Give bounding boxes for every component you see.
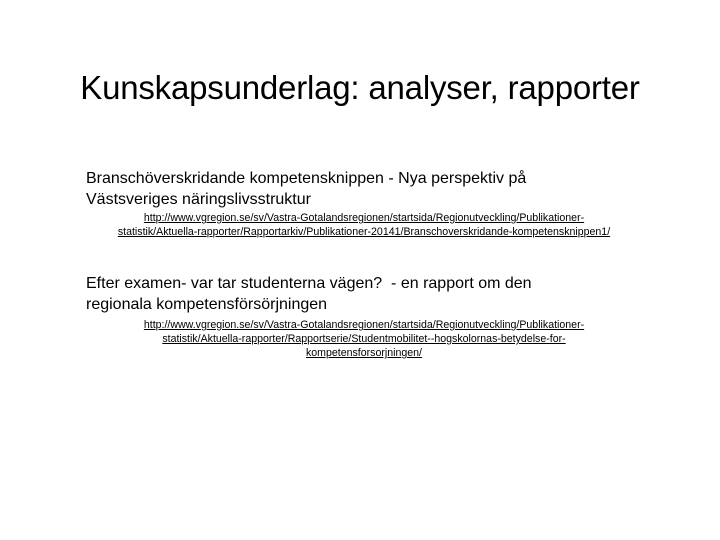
page-title: Kunskapsunderlag: analyser, rapporter xyxy=(80,69,640,106)
report-link-1-anchor[interactable] xyxy=(84,211,644,239)
report-title-2-line-1: Efter examen- var tar studenterna vägen? - en rapport om den xyxy=(86,275,532,292)
report-title-1-line-2: Västsveriges näringslivsstruktur xyxy=(86,191,311,208)
report-link-1-line-2[interactable]: statistik/Aktuella-rapporter/Rapportarkiv/Publikationer-20141/Branschoverskridande-kompetensknippen1/ xyxy=(117,226,611,238)
report-title-2-line-2: regionala kompetensförsörjningen xyxy=(86,296,328,313)
report-link-2-anchor[interactable] xyxy=(84,318,644,360)
report-link-2[interactable] xyxy=(84,318,644,360)
report-link-1[interactable] xyxy=(84,211,644,239)
report-title-1-line-1: Branschöverskridande kompetensknippen - Nya perspektiv på xyxy=(86,170,527,187)
report-title-1 xyxy=(86,168,646,210)
report-link-2-line-1[interactable]: http://www.vgregion.se/sv/Vastra-Gotalandsregionen/startsida/Regionutveckling/Publikationer- xyxy=(143,319,585,331)
report-link-2-line-2[interactable]: statistik/Aktuella-rapporter/Rapportserie/Studentmobilitet--hogskolornas-betydelse-for- xyxy=(162,333,566,345)
report-item-1 xyxy=(86,168,646,210)
report-item-2 xyxy=(86,273,646,315)
report-link-2-line-3[interactable]: kompetensforsorjningen/ xyxy=(305,347,422,359)
report-title-2 xyxy=(86,273,646,315)
report-link-1-line-1[interactable]: http://www.vgregion.se/sv/Vastra-Gotalandsregionen/startsida/Regionutveckling/Publikationer- xyxy=(143,212,585,224)
